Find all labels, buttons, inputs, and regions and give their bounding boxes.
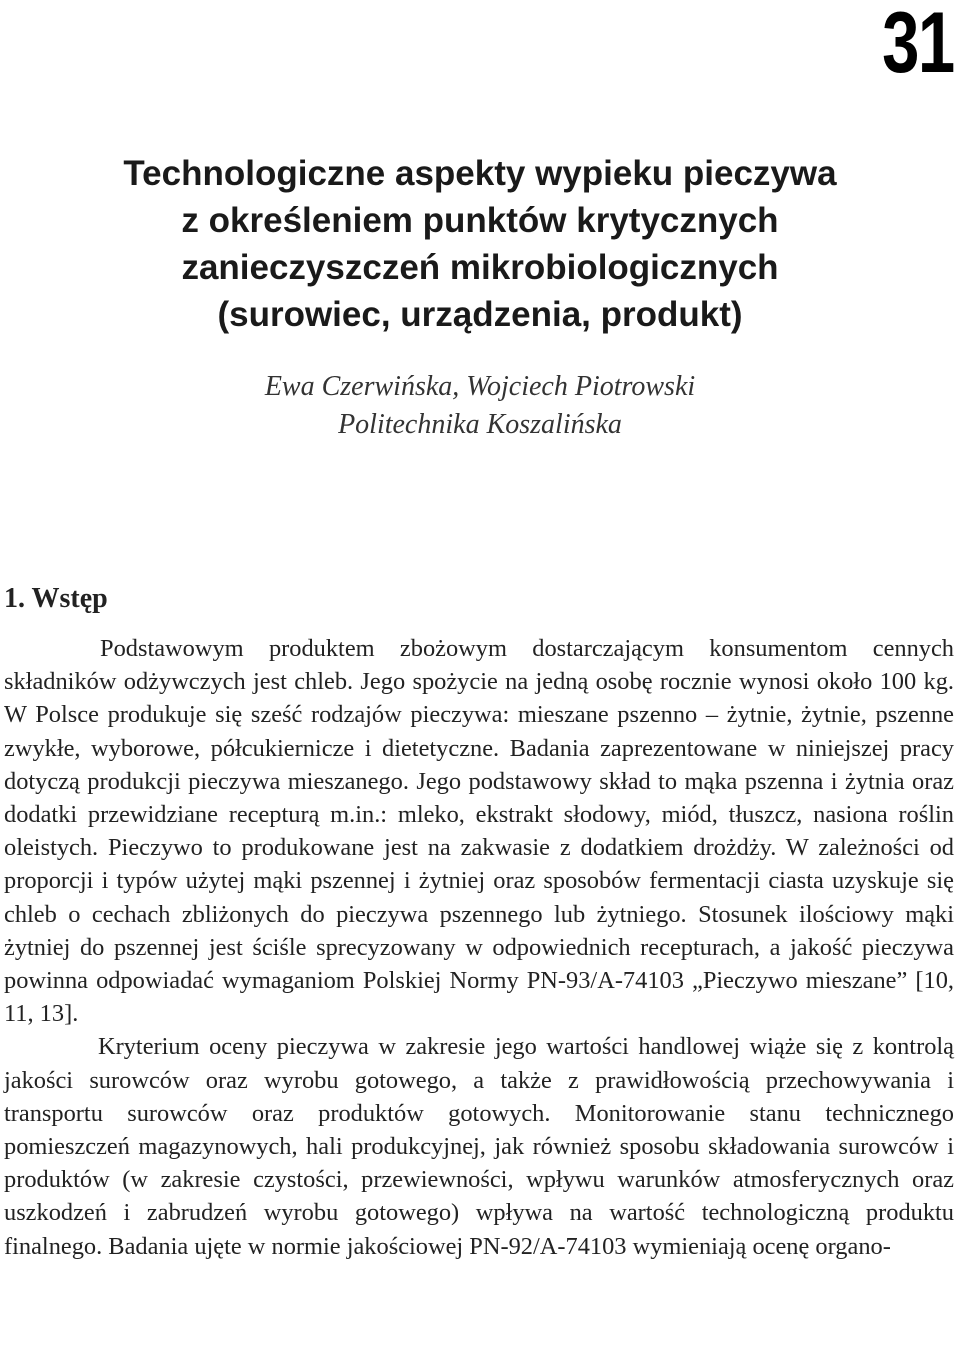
body-paragraph: Podstawowym produktem zbożowym dostarczającym konsumentom cennych składników odżywczych jest chleb. Jego spożycie na jedną osobę rocznie wynosi około 100 kg. W Polsce produkuje się sześć rodzajów pieczywa: mieszane pszenno – żytnie, żytnie, pszenne zwykłe, wyborowe, półcukiernicze i dietetyczne. Badania zaprezentowane w niniejszej pracy dotyczą produkcji pieczywa mieszanego. Jego podstawowy skład to mąka pszenna i żytnia oraz dodatki przewidziane recepturą m.in.: mleko, ekstrakt słodowy, miód, tłuszcz, nasiona roślin oleistych. Pieczywo to produkowane jest na zakwasie z dodatkiem drożdży. W zależności od proporcji i typów użytej mąki pszennej i żytniej oraz sposobów fermentacji ciasta uzyskuje się chleb o cechach zbliżonych do pieczywa pszennego lub żytniego. Stosunek ilościowy mąki żytniej do pszennej jest ściśle sprecyzowany w odpowiednich recepturach, a jakość pieczywa powinna odpowiadać wymaganiom Polskiej Normy PN-93/A-74103 „Pieczywo mieszane” [10, 11, 13]. (4, 635, 954, 1028)
author-block (0, 368, 960, 444)
title-line: Technologiczne aspekty wypieku pieczywa (123, 154, 837, 193)
section-body (4, 632, 954, 1263)
title-line: (surowiec, urządzenia, produkt) (217, 295, 743, 334)
author-names: Ewa Czerwińska, Wojciech Piotrowski (264, 371, 696, 402)
body-paragraph: Kryterium oceny pieczywa w zakresie jego wartości handlowej wiąże się z kontrolą jakości surowców oraz wyrobu gotowego, a także z prawidłowością przechowywania i transportu surowców oraz produktów gotowych. Monitorowanie stanu technicznego pomieszczeń magazynowych, hali produkcyjnej, jak również sposobu składowania surowców i produktów (w zakresie czystości, przewiewności, wpływu warunków atmosferycznych oraz uszkodzeń i zabrudzeń wyrobu gotowego) wpływa na wartość technologiczną produktu finalnego. Badania ujęte w normie jakościowej PN-92/A-74103 wymieniają ocenę organo- (4, 1033, 954, 1260)
paper-title (0, 150, 960, 338)
section-heading: 1. Wstęp (4, 583, 108, 614)
title-line: zanieczyszczeń mikrobiologicznych (181, 248, 779, 287)
chapter-number: 31 (882, 0, 954, 91)
author-affiliation: Politechnika Koszalińska (338, 409, 622, 440)
title-line: z określeniem punktów krytycznych (181, 201, 779, 240)
